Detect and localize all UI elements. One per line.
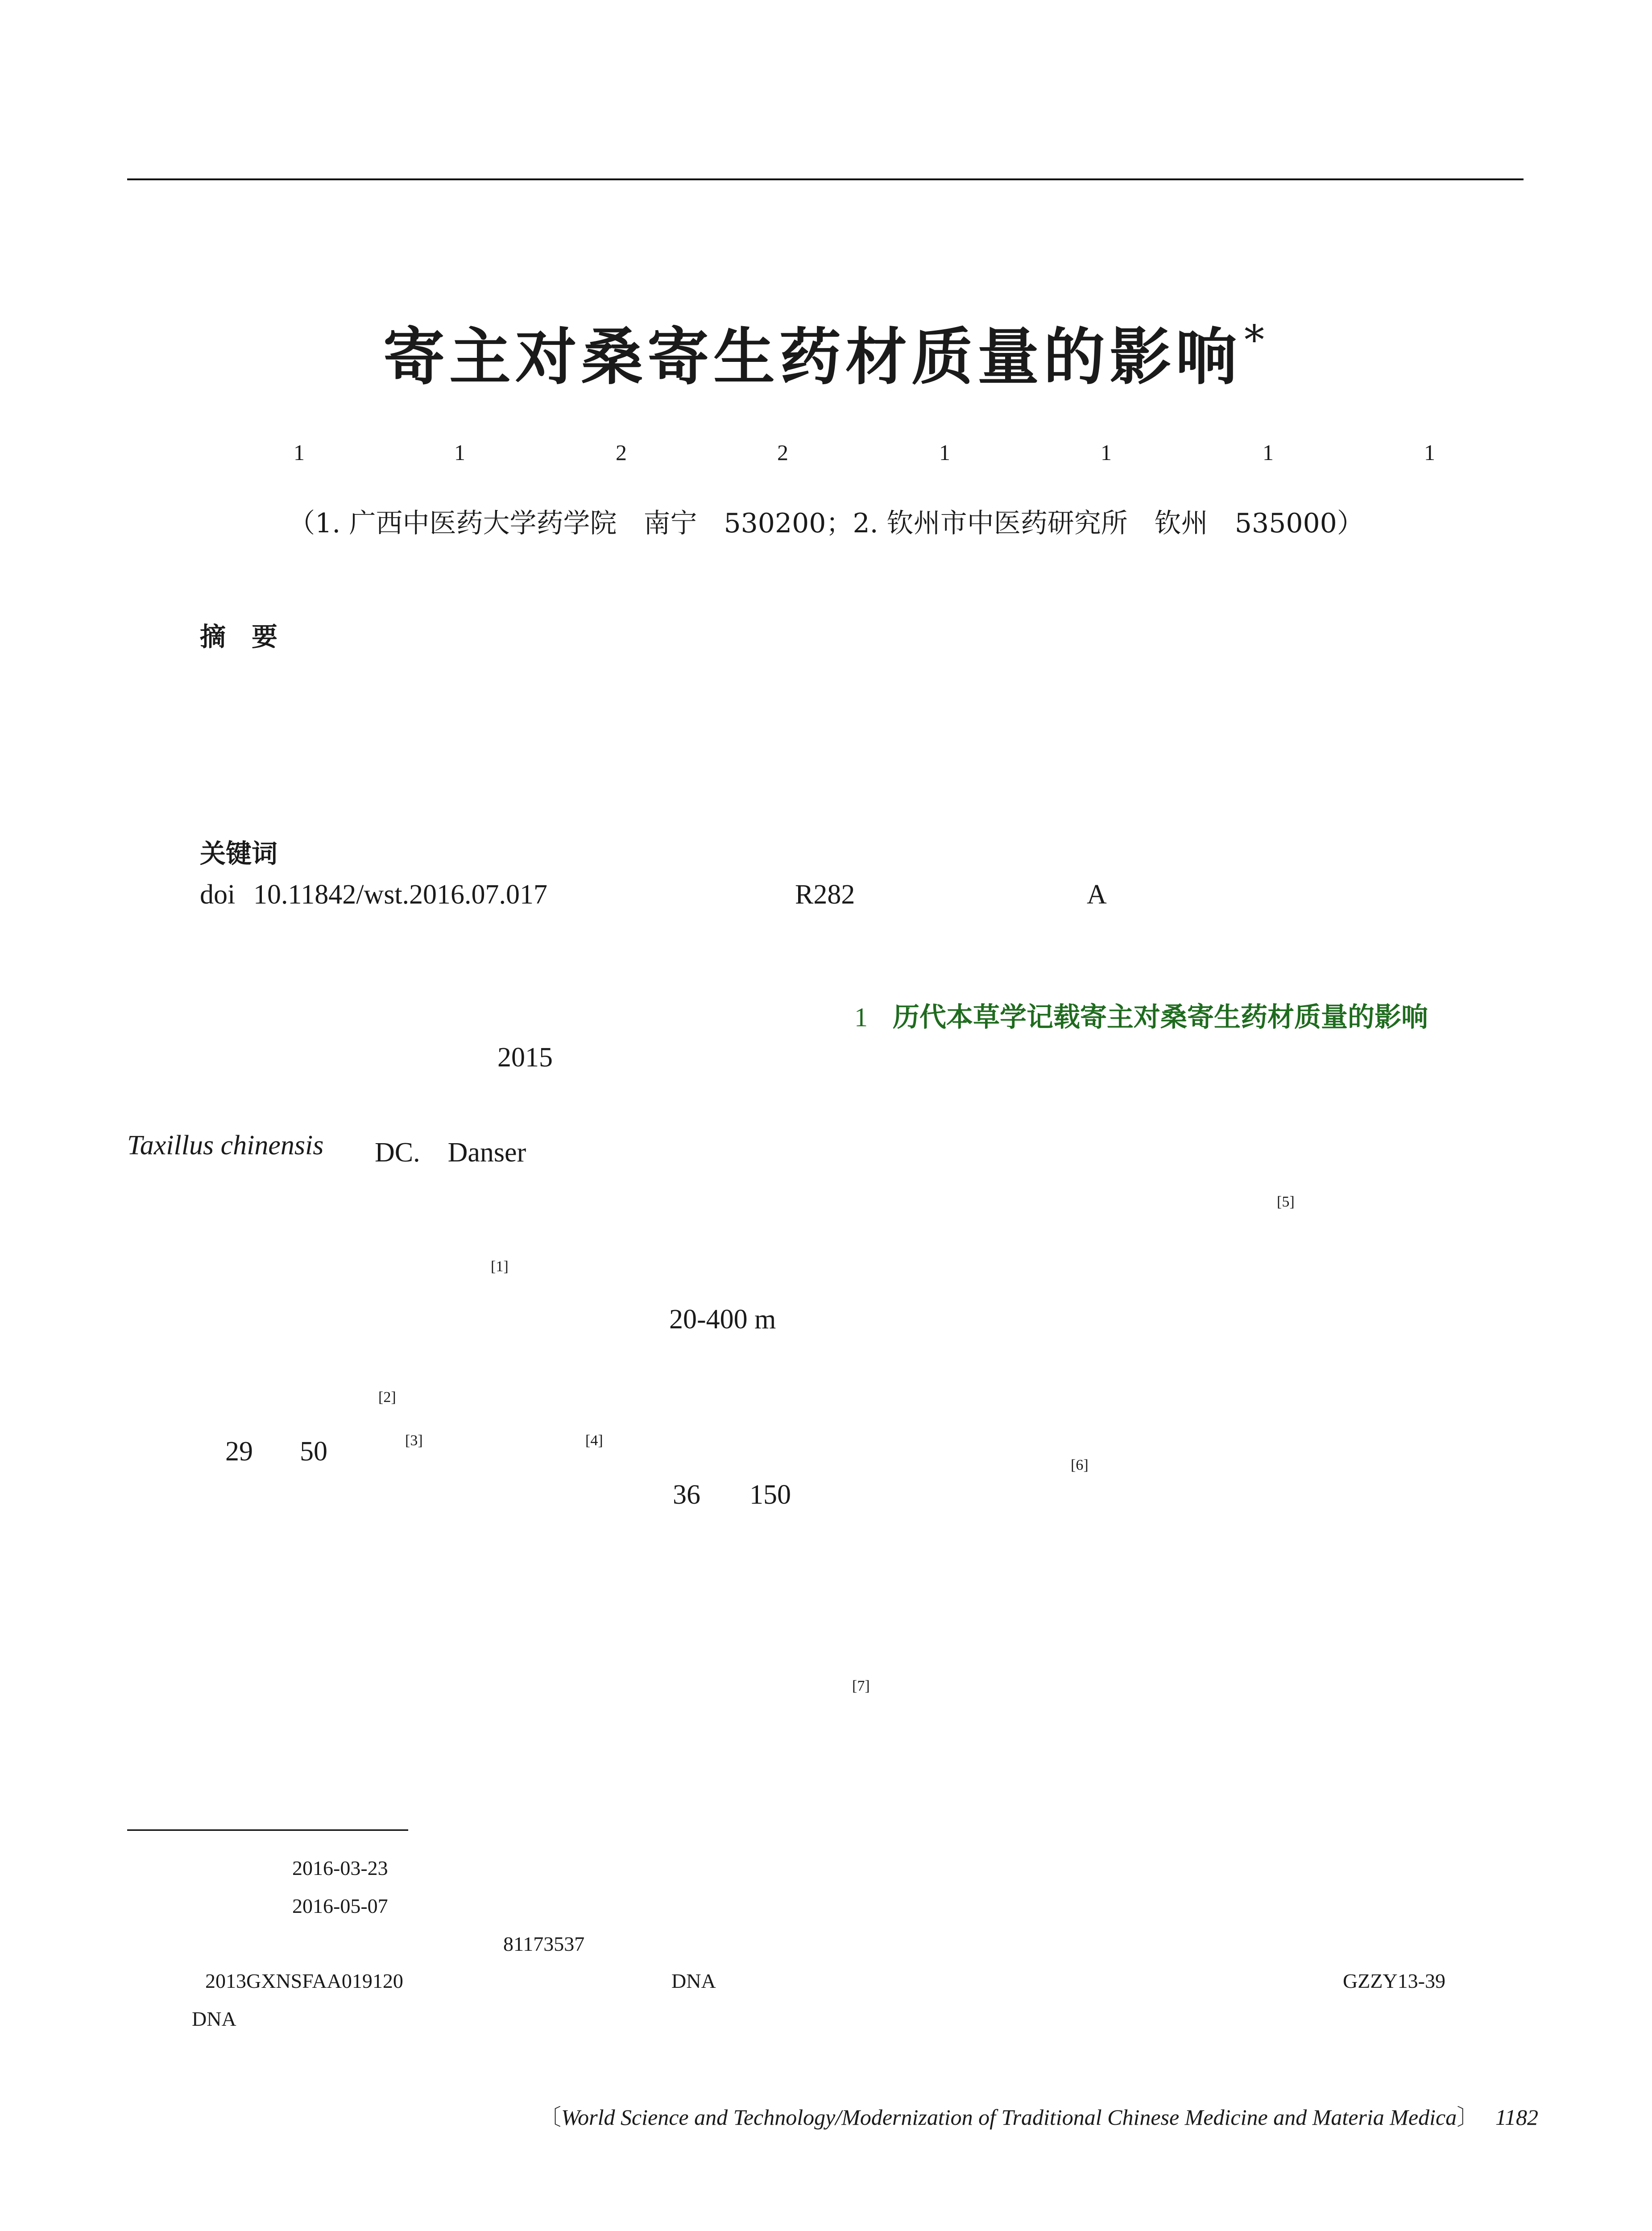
footnote-rule bbox=[127, 1829, 408, 1831]
received-date: 2016-03-23 bbox=[292, 1857, 388, 1879]
header-rule bbox=[127, 178, 1524, 180]
journal-name: World Science and Technology/Modernization of Traditional Chinese Medicine and Materia Medica bbox=[561, 2105, 1457, 2130]
body-number: 150 bbox=[749, 1480, 791, 1510]
title-text: 寄主对桑寄生药材质量的影响 bbox=[383, 320, 1242, 393]
citation-ref: [1] bbox=[491, 1258, 509, 1275]
journal-bracket: 〔 bbox=[539, 2105, 562, 2130]
author-marker: 1 bbox=[1101, 440, 1112, 465]
body-year: 2015 bbox=[497, 1042, 553, 1073]
footnote-dna: DNA bbox=[192, 2007, 236, 2030]
section-title: 历代本草学记载寄主对桑寄生药材质量的影响 bbox=[893, 1002, 1428, 1033]
section-1-heading bbox=[854, 996, 1428, 1034]
author-marker: 1 bbox=[454, 440, 465, 465]
title-footnote-mark: * bbox=[1244, 317, 1269, 364]
citation-ref: [5] bbox=[1277, 1194, 1295, 1210]
body-number: 36 bbox=[673, 1480, 700, 1510]
author-marker: 1 bbox=[1424, 440, 1435, 465]
footnote-dna: DNA bbox=[671, 1970, 716, 1992]
doi-value: 10.11842/wst.2016.07.017 bbox=[253, 879, 548, 910]
affiliation: （1. 广西中医药大学药学院 南宁 530200；2. 钦州市中医药研究所 钦州 535000） bbox=[288, 508, 1364, 539]
species-author: DC. Danser bbox=[375, 1137, 526, 1168]
author-marker: 1 bbox=[294, 440, 305, 465]
revised-date: 2016-05-07 bbox=[292, 1895, 388, 1917]
grant-number: GZZY13-39 bbox=[1343, 1970, 1445, 1992]
paper-title bbox=[0, 308, 1652, 396]
author-marker: 2 bbox=[777, 440, 788, 465]
section-number: 1 bbox=[854, 1003, 868, 1032]
citation-ref: [2] bbox=[378, 1389, 396, 1406]
author-marker: 1 bbox=[1263, 440, 1274, 465]
page-number: 1182 bbox=[1495, 2105, 1538, 2130]
doi-label: doi bbox=[200, 879, 236, 910]
grant-number: 2013GXNSFAA019120 bbox=[205, 1970, 403, 1992]
journal-bracket: 〕 bbox=[1457, 2105, 1479, 2130]
author-marker: 1 bbox=[939, 440, 950, 465]
citation-ref: [4] bbox=[585, 1432, 603, 1449]
document-code: A bbox=[1087, 879, 1107, 910]
altitude-range: 20-400 m bbox=[669, 1304, 776, 1335]
journal-footer bbox=[539, 2099, 1538, 2131]
citation-ref: [7] bbox=[852, 1678, 870, 1694]
body-number: 29 bbox=[225, 1436, 253, 1467]
body-number: 50 bbox=[300, 1436, 327, 1467]
grant-number: 81173537 bbox=[503, 1932, 585, 1955]
keywords-label: 关键词 bbox=[200, 838, 278, 869]
abstract-label: 摘 要 bbox=[200, 622, 278, 652]
citation-ref: [3] bbox=[405, 1432, 423, 1449]
citation-ref: [6] bbox=[1071, 1457, 1089, 1473]
latin-species-name: Taxillus chinensis bbox=[127, 1130, 324, 1161]
author-marker: 2 bbox=[616, 440, 627, 465]
clc-code: R282 bbox=[795, 879, 855, 910]
